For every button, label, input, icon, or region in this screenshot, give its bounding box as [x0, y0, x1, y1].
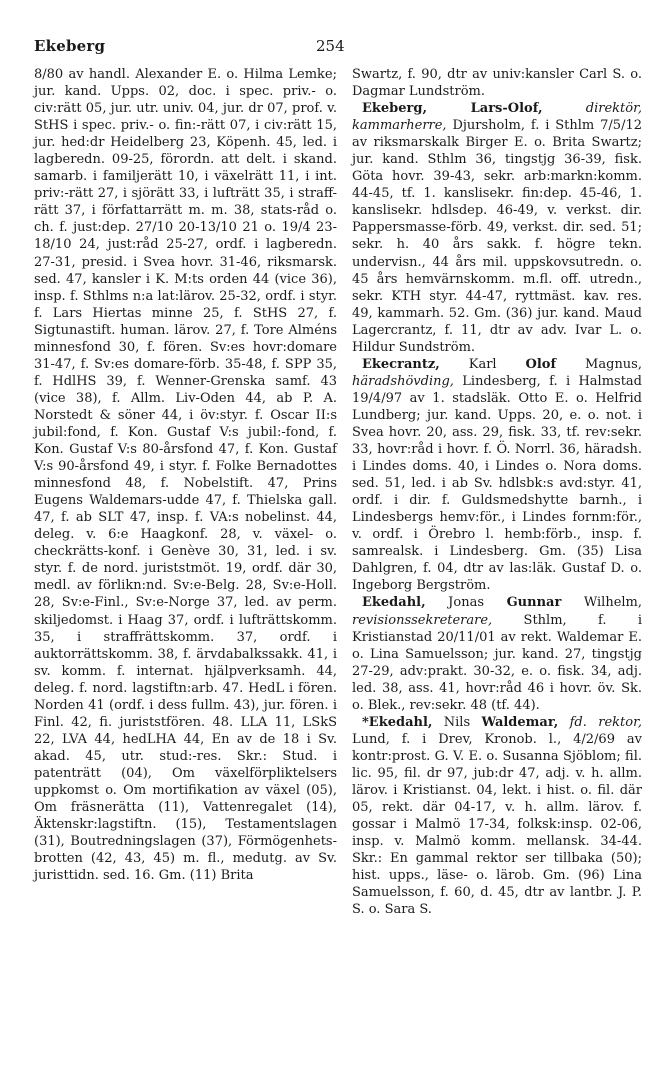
entry-text: Lindesberg, f. i Halmstad 19/4/97 av 1. stadsläk. Otto E. o. Helfrid Lundberg; jur. kand. Upps. 20, e. o. not. i Svea hovr. 20, ass. 29, fisk. 33, tf. rev:sekr. 33, hovr:råd i hovr. f. Ö. Norrl. 36, häradsh. i Lindes doms. 40, i Lindes o. Nora doms. sed. 51, led. i ab Sv. hdlsbk:s avd:styr. 41, ordf. i dir. f. Guldsmedshytte barnh., i Lindesbergs hemv:för., i Lindes fornm:för., v. ordf. i Örebro l. hemb:förb., insp. f. samrealsk. i Lindesberg. Gm. (35) Lisa Dahlgren, f. 04, dtr av las:läk. Gustaf D. o. Ingeborg Bergström.: [352, 373, 642, 594]
entry-continuation: Swartz, f. 90, dtr av univ:kansler Carl S. o. Dagmar Lundström.: [352, 67, 642, 100]
entry-title: häradshövding,: [352, 373, 454, 389]
entry-name: Ekecrantz,: [362, 356, 440, 372]
entry-call-name: Olof: [525, 356, 557, 372]
entry-name: Ekedahl,: [362, 595, 426, 611]
entry-given-names: Jonas: [425, 595, 507, 611]
entry-text: Djursholm, f. i Sthlm 7/5/12 av riksmarskalk Birger E. o. Brita Swartz; jur. kand. Sthlm 36, tingstjg 36-39, fisk. Göta hovr. 39-43, sekr. arb:markn:komm. 44-45, tf. 1. kanslisekr. fin:dep. 45-46, 1. kanslisekr. hdlsdep. 46-49, v. verkst. dir. Pappersmasse-förb. 49, verkst. dir. sed. 51; sekr. h. 40 års sakk. f. högre tekn. undervisn., 44 års mil. uppskovsutredn. o. 45 års hemvärnskomm. m.fl. off. utredn., sekr. KTH styr. 44-47, ryttmäst. kav. res. 49, kammarh. 52. Gm. (36) jur. kand. Maud Lagercrantz, f. 11, dtr av adv. Ivar L. o. Hildur Sundström.: [352, 118, 642, 355]
page-number: 254: [316, 37, 345, 55]
entry-title: direktör, kammarherre,: [352, 101, 642, 134]
entry-ekeberg-lars-olof: [352, 100, 642, 356]
entry-given-names-after: Wilhelm,: [561, 595, 642, 611]
entry-title: fd. rektor,: [569, 714, 642, 730]
entry-call-name: Gunnar: [506, 595, 562, 611]
entry-name: *Ekedahl,: [362, 714, 433, 730]
entry-given-names: Nils: [432, 714, 482, 730]
entry-name: Ekeberg, Lars-Olof,: [362, 101, 543, 117]
left-column: [34, 66, 337, 884]
entry-continuation: 8/80 av handl. Alexander E. o. Hilma Lemke; jur. kand. Upps. 02, doc. i spec. priv.- o. civ:rätt 05, jur. utr. univ. 04, jur. dr 07, prof. v. StHS i spec. priv.- o. fin:-rätt 07, i civ:rätt 15, jur. hed:dr Heidelberg 23, Köpenh. 45, led. i lagberedn. 09-25, förordn. att delt. i skand. samarb. i familjerätt 10, i växelrätt 11, i int. priv:-rätt 27, i sjörätt 33, i lufträtt 35, i straff-rätt 37, i författarrätt m. m. 38, stats-råd o. ch. f. just:dep. 27/10 20-13/10 21 o. 19/4 23-18/10 24, just:råd 25-27, ordf. i lagberedn. 27-31, presid. i Svea hovr. 31-46, riksmarsk. sed. 47, kansler i K. M:ts orden 44 (vice 36), insp. f. Sthlms n:a lat:lärov. 25-32, ordf. i styr. f. Lars Hiertas minne 25, f. StHS 27, f. Sigtunastift. human. lärov. 27, f. Tore Alméns minnesfond 30, f. fören. Sv:es hovr:domare 31-47, f. Sv:es domare-förb. 35-48, f. SPP 35, f. HdlHS 39, f. Wenner-Grenska samf. 43 (vice 38), f. Allm. Liv-Oden 44, ab P. A. Norstedt & söner 44, i öv:styr. f. Oscar II:s jubil:fond, f. Kon. Gustaf V:s jubil:-fond, f. Kon. Gustaf V:s 80-årsfond 47, f. Kon. Gustaf V:s 90-årsfond 49, i styr. f. Folke Bernadottes minnesfond 48, f. Nobelstift. 47, Prins Eugens Waldemars-udde 47, f. Thielska gall. 47, f. ab SLT 47, insp. f. VA:s nobelinst. 44, deleg. v. 6:e Haagkonf. 28, v. växel- o. checkrätts-konf. i Genève 30, 31, led. i sv. styr. f. de nord. juriststmöt. 19, ordf. där 30, medl. av förlikn:nd. Sv:e-Belg. 28, Sv:e-Holl. 28, Sv:e-Finl., Sv:e-Norge 37, led. av perm. skiljedomst. i Haag 37, ordf. i lufträttskomm. 35, i straffrättskomm. 37, ordf. i auktorrättskomm. 38, f. ärvdabalkssakk. 41, i sv. komm. f. internat. hjälpverksamh. 44, deleg. f. nord. lagstiftn:arb. 47. HedL i fören. Norden 41 (ordf. i dess fullm. 43), jur. fören. i Finl. 42, fi. juriststfören. 48. LLA 11, LSkS 22, LVA 44, hedLHA 44, En av de 18 i Sv. akad. 45, utr. stud:-res. Skr.: Stud. i patenträtt (04), Om växelförpliktelsers uppkomst o. Om mortifikation av växel (05), Om fräsnerätta (11), Vattenregalet (14), Äktenskr:lagstiftn. (15), Testamentslagen (31), Boutredningslagen (37), Förmögenhets-brotten (42, 43, 45) m. fl., medutg. av Sv. juristtidn. sed. 16. Gm. (11) Brita: [34, 67, 337, 884]
entry-given-names: Karl: [439, 356, 526, 372]
entry-ekecrantz: [352, 356, 642, 595]
entry-call-name: Waldemar,: [481, 714, 559, 730]
entry-given-names-after: Magnus,: [556, 356, 642, 372]
running-head: Ekeberg: [34, 37, 106, 55]
entry-ekedahl-gunnar: [352, 594, 642, 713]
right-column: [352, 66, 642, 918]
entry-title: revisionssekreterare,: [352, 612, 493, 628]
entry-ekedahl-waldemar: [352, 714, 642, 919]
entry-text: Sthlm, f. i Kristianstad 20/11/01 av rekt. Waldemar E. o. Lina Samuelsson; jur. kand. 27, tingstjg 27-29, adv:prakt. 30-32, e. o. fisk. 34, adj. led. 38, ass. 41, hovr:råd 46 i hovr. öv. Sk. o. Blek., rev:sekr. 48 (tf. 44).: [352, 612, 642, 713]
entry-text: Lund, f. i Drev, Kronob. l., 4/2/69 av kontr:prost. G. V. E. o. Susanna Sjöblom; fil. lic. 95, fil. dr 97, jub:dr 47, adj. v. h. allm. lärov. i Kristianst. 04, lekt. i hist. o. fil. där 05, rekt. där 04-17, v. h. allm. lärov. f. gossar i Malmö 17-34, folksk:insp. 02-06, insp. v. Malmö komm. mellansk. 34-44. Skr.: En gammal rektor ser tillbaka (50); hist. upps., läse- o. lärob. Gm. (96) Lina Samuelsson, f. 60, d. 45, dtr av lantbr. J. P. S. o. Sara S.: [352, 731, 642, 918]
